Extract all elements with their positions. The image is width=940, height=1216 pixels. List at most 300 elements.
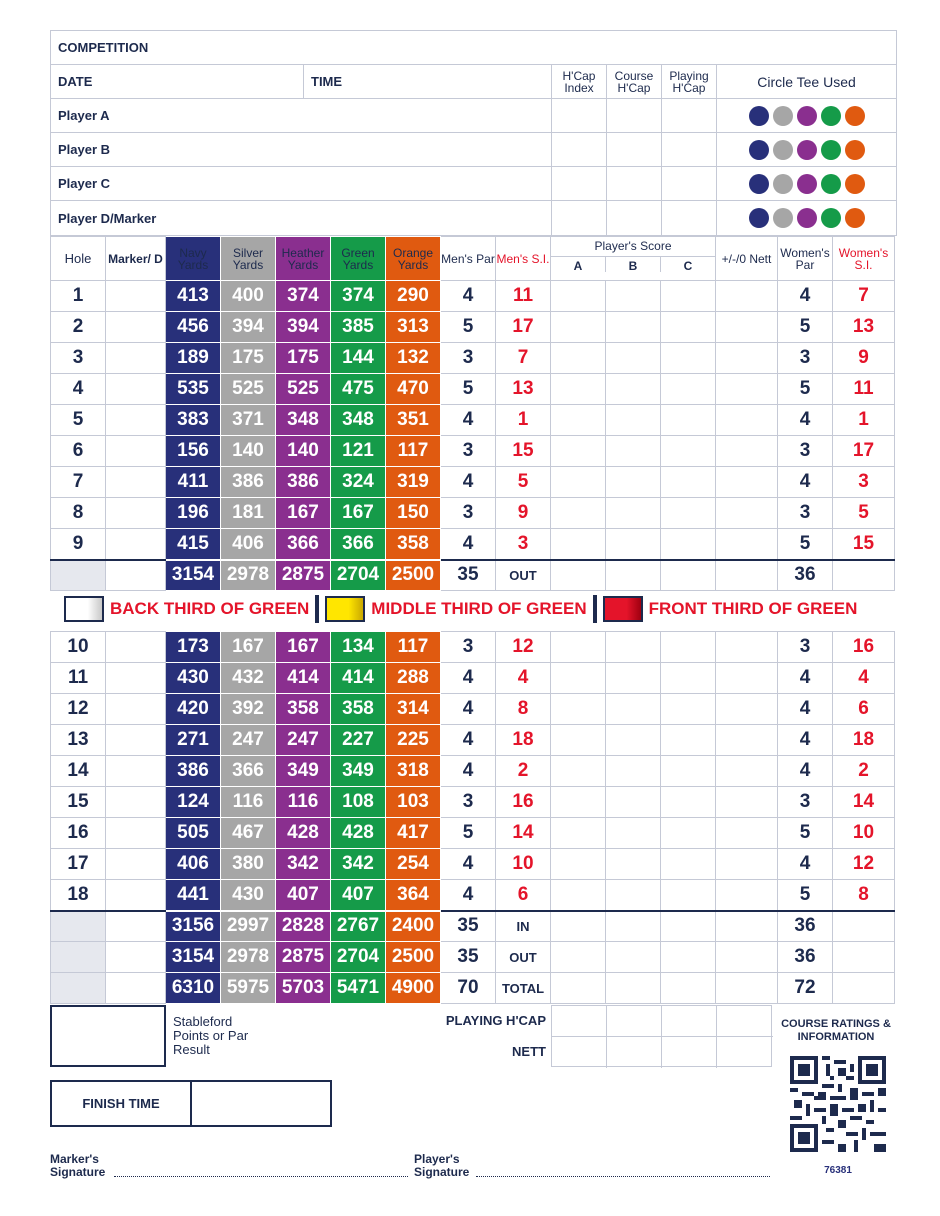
marker-score-cell[interactable] — [106, 725, 166, 756]
score-b-cell[interactable] — [606, 529, 661, 560]
silver-yards: 394 — [221, 312, 276, 343]
tee-selector — [717, 201, 896, 235]
nett-cell[interactable] — [716, 405, 778, 436]
nett-a[interactable] — [552, 1037, 607, 1068]
nett-cell[interactable] — [716, 663, 778, 694]
course-hcap-cell[interactable] — [607, 167, 662, 200]
score-c-cell[interactable] — [661, 467, 716, 498]
silver-total: 5975 — [221, 973, 276, 1004]
green-yards: 428 — [331, 818, 386, 849]
marker-score-cell[interactable] — [106, 281, 166, 312]
score-b-cell[interactable] — [606, 725, 661, 756]
score-b-cell[interactable] — [606, 343, 661, 374]
player-name-field[interactable] — [51, 99, 552, 132]
silver-tee-dot[interactable] — [773, 174, 793, 194]
player-name-field[interactable] — [51, 167, 552, 200]
hole-number: 2 — [51, 312, 106, 343]
navy-tee-dot[interactable] — [749, 106, 769, 126]
par-total: 35 — [441, 942, 496, 973]
mens-si: 1 — [496, 405, 551, 436]
marker-score-cell[interactable] — [106, 818, 166, 849]
marker-score-cell[interactable] — [106, 756, 166, 787]
score-a-total[interactable] — [551, 942, 606, 973]
player-header — [50, 30, 897, 236]
hcap-index-cell[interactable] — [552, 201, 607, 235]
total-label: OUT — [496, 560, 551, 591]
score-c-cell[interactable] — [661, 756, 716, 787]
silver-yards: 380 — [221, 849, 276, 880]
player-name-field[interactable] — [51, 133, 552, 166]
mens-par: 4 — [441, 467, 496, 498]
marker-score-cell[interactable] — [106, 529, 166, 560]
marker-score-cell[interactable] — [106, 632, 166, 663]
score-a-cell[interactable] — [551, 818, 606, 849]
mens-par: 3 — [441, 343, 496, 374]
hole-number: 10 — [51, 632, 106, 663]
score-b-cell[interactable] — [606, 694, 661, 725]
orange-tee-dot[interactable] — [845, 106, 865, 126]
score-c-cell[interactable] — [661, 663, 716, 694]
navy-yards: 420 — [166, 694, 221, 725]
orange-total: 2500 — [386, 560, 441, 591]
legend-divider — [593, 595, 597, 623]
womens-si: 5 — [833, 498, 895, 529]
score-b-cell[interactable] — [606, 281, 661, 312]
green-yards: 167 — [331, 498, 386, 529]
womens-par-total: 36 — [778, 942, 833, 973]
nett-cell[interactable] — [716, 498, 778, 529]
score-c-cell[interactable] — [661, 632, 716, 663]
nett-cell[interactable] — [716, 725, 778, 756]
hole-row — [51, 281, 895, 312]
hole-number: 13 — [51, 725, 106, 756]
mens-si: 4 — [496, 663, 551, 694]
total-blank-cell — [51, 942, 106, 973]
score-b-cell[interactable] — [606, 756, 661, 787]
hcap-index-cell[interactable] — [552, 99, 607, 132]
navy-yards: 196 — [166, 498, 221, 529]
orange-yards: 288 — [386, 663, 441, 694]
marker-score-cell[interactable] — [106, 312, 166, 343]
womens-si-blank — [833, 973, 895, 1004]
score-a-cell[interactable] — [551, 787, 606, 818]
orange-tee-dot[interactable] — [845, 140, 865, 160]
score-a-cell[interactable] — [551, 663, 606, 694]
silver-tee-dot[interactable] — [773, 106, 793, 126]
score-a-cell[interactable] — [551, 694, 606, 725]
mens-si: 6 — [496, 880, 551, 911]
score-c-cell[interactable] — [661, 498, 716, 529]
marker-total-cell[interactable] — [106, 911, 166, 942]
womens-si-blank — [833, 942, 895, 973]
hole-row — [51, 312, 895, 343]
score-c-cell[interactable] — [661, 312, 716, 343]
marker-score-cell[interactable] — [106, 374, 166, 405]
score-c-cell[interactable] — [661, 880, 716, 911]
nett-cell[interactable] — [716, 756, 778, 787]
score-a-cell[interactable] — [551, 467, 606, 498]
mens-par: 5 — [441, 374, 496, 405]
orange-yards: 150 — [386, 498, 441, 529]
womens-si-blank — [833, 911, 895, 942]
player-label: Player C — [58, 176, 111, 191]
navy-yards: 456 — [166, 312, 221, 343]
navy-yards: 535 — [166, 374, 221, 405]
mens-par: 4 — [441, 663, 496, 694]
marker-total-cell[interactable] — [106, 942, 166, 973]
silver-yards: 386 — [221, 467, 276, 498]
navy-total: 6310 — [166, 973, 221, 1004]
score-b-cell[interactable] — [606, 405, 661, 436]
hole-row — [51, 498, 895, 529]
mens-si: 17 — [496, 312, 551, 343]
womens-si: 1 — [833, 405, 895, 436]
heather-yards: 525 — [276, 374, 331, 405]
score-a-cell[interactable] — [551, 374, 606, 405]
score-c-cell[interactable] — [661, 436, 716, 467]
heather-yards: 116 — [276, 787, 331, 818]
score-a-cell[interactable] — [551, 498, 606, 529]
orange-yards: 290 — [386, 281, 441, 312]
mens-si: 13 — [496, 374, 551, 405]
silver-tee-dot[interactable] — [773, 140, 793, 160]
mens-par: 5 — [441, 818, 496, 849]
womens-si: 15 — [833, 529, 895, 560]
orange-total: 4900 — [386, 973, 441, 1004]
orange-yards: 364 — [386, 880, 441, 911]
green-yards: 144 — [331, 343, 386, 374]
player-row — [51, 99, 896, 133]
heather-yards: 349 — [276, 756, 331, 787]
score-a-cell[interactable] — [551, 312, 606, 343]
silver-tee-dot[interactable] — [773, 208, 793, 228]
navy-total: 3154 — [166, 560, 221, 591]
hcap-index-header: H'Cap Index — [552, 65, 607, 98]
heather-yards: 366 — [276, 529, 331, 560]
navy-yards: 505 — [166, 818, 221, 849]
score-a-cell[interactable] — [551, 405, 606, 436]
marker-total-cell[interactable] — [106, 973, 166, 1004]
womens-si: 10 — [833, 818, 895, 849]
score-a-cell[interactable] — [551, 849, 606, 880]
marker-score-cell[interactable] — [106, 498, 166, 529]
marker-score-cell[interactable] — [106, 343, 166, 374]
score-a-cell[interactable] — [551, 725, 606, 756]
nett-cell[interactable] — [716, 374, 778, 405]
player-row — [51, 167, 896, 201]
playing-hcap-cell[interactable] — [662, 99, 717, 132]
playing-hcap-label: PLAYING H'CAP — [445, 1013, 546, 1028]
course-hcap-cell[interactable] — [607, 99, 662, 132]
score-a-cell[interactable] — [551, 436, 606, 467]
heather-yards: 348 — [276, 405, 331, 436]
score-c-cell[interactable] — [661, 374, 716, 405]
score-c-cell[interactable] — [661, 529, 716, 560]
orange-yards: 254 — [386, 849, 441, 880]
score-b-cell[interactable] — [606, 787, 661, 818]
hole-number: 14 — [51, 756, 106, 787]
marker-score-cell[interactable] — [106, 849, 166, 880]
score-b-cell[interactable] — [606, 498, 661, 529]
hole-number: 4 — [51, 374, 106, 405]
playing-hcap-cell[interactable] — [662, 201, 717, 235]
score-c-cell[interactable] — [661, 818, 716, 849]
score-a-total[interactable] — [551, 973, 606, 1004]
player-sig-line2: Signature — [414, 1165, 470, 1179]
playing-hcap-b[interactable] — [607, 1006, 662, 1037]
middle-green-swatch — [325, 596, 365, 622]
nett-cell[interactable] — [716, 787, 778, 818]
womens-si: 4 — [833, 663, 895, 694]
heather-yards: 428 — [276, 818, 331, 849]
score-a-total[interactable] — [551, 911, 606, 942]
navy-yards: 173 — [166, 632, 221, 663]
green-yards: 385 — [331, 312, 386, 343]
mens-si-header: Men's S.I. — [496, 237, 551, 281]
nett-total-cell[interactable] — [716, 942, 778, 973]
marker-score-cell[interactable] — [106, 467, 166, 498]
green-yards: 227 — [331, 725, 386, 756]
nett-cell[interactable] — [716, 818, 778, 849]
navy-yards-header: Navy Yards — [166, 237, 221, 281]
playing-hcap-c[interactable] — [662, 1006, 717, 1037]
green-yards: 108 — [331, 787, 386, 818]
womens-par: 4 — [778, 725, 833, 756]
hole-number: 18 — [51, 880, 106, 911]
mens-par: 4 — [441, 281, 496, 312]
score-c-cell[interactable] — [661, 694, 716, 725]
nett-cell[interactable] — [716, 436, 778, 467]
playing-hcap-a[interactable] — [552, 1006, 607, 1037]
qr-code-icon[interactable] — [790, 1056, 886, 1152]
score-b-cell[interactable] — [606, 312, 661, 343]
total-blank-cell — [51, 560, 106, 591]
course-hcap-cell[interactable] — [607, 133, 662, 166]
nett-total-cell[interactable] — [716, 911, 778, 942]
marker-header: Marker/ D — [106, 237, 166, 281]
back-nine-table — [50, 631, 895, 1004]
navy-tee-dot[interactable] — [749, 174, 769, 194]
mens-si: 12 — [496, 632, 551, 663]
nett-b[interactable] — [607, 1037, 662, 1068]
card-code: 76381 — [824, 1165, 852, 1176]
playing-hcap-cell[interactable] — [662, 167, 717, 200]
score-c-total[interactable] — [661, 973, 716, 1004]
hole-row — [51, 467, 895, 498]
marker-signature-label — [50, 1153, 105, 1179]
green-tee-dot[interactable] — [821, 208, 841, 228]
stableford-box[interactable] — [50, 1005, 166, 1067]
nett-label: NETT — [512, 1044, 546, 1059]
navy-tee-dot[interactable] — [749, 208, 769, 228]
womens-par-header: Women's Par — [778, 237, 833, 281]
green-tee-dot[interactable] — [821, 140, 841, 160]
playing-hcap-cell[interactable] — [662, 133, 717, 166]
hole-row — [51, 849, 895, 880]
score-b-cell[interactable] — [606, 663, 661, 694]
competition-field[interactable] — [51, 31, 896, 64]
nett-cell[interactable] — [716, 312, 778, 343]
heather-tee-dot[interactable] — [797, 174, 817, 194]
marker-score-cell[interactable] — [106, 663, 166, 694]
score-b-cell[interactable] — [606, 818, 661, 849]
score-b-total[interactable] — [606, 560, 661, 591]
green-yards: 324 — [331, 467, 386, 498]
score-b-total[interactable] — [606, 973, 661, 1004]
nett-cell[interactable] — [716, 467, 778, 498]
marker-score-cell[interactable] — [106, 436, 166, 467]
score-c-cell[interactable] — [661, 725, 716, 756]
marker-score-cell[interactable] — [106, 694, 166, 725]
score-b-cell[interactable] — [606, 436, 661, 467]
time-field[interactable] — [304, 65, 552, 98]
hole-number: 6 — [51, 436, 106, 467]
score-a-total[interactable] — [551, 560, 606, 591]
nett-cell[interactable] — [716, 632, 778, 663]
stableford-label: Stableford Points or Par Result — [173, 1014, 249, 1057]
orange-yards: 358 — [386, 529, 441, 560]
orange-yards: 417 — [386, 818, 441, 849]
players-score-header — [551, 237, 716, 281]
navy-yards: 406 — [166, 849, 221, 880]
hole-number: 11 — [51, 663, 106, 694]
score-a-cell[interactable] — [551, 281, 606, 312]
hcap-index-cell[interactable] — [552, 167, 607, 200]
nett-cell[interactable] — [716, 880, 778, 911]
hole-number: 8 — [51, 498, 106, 529]
score-c-total[interactable] — [661, 942, 716, 973]
womens-par: 3 — [778, 632, 833, 663]
score-a-cell[interactable] — [551, 529, 606, 560]
hole-row — [51, 374, 895, 405]
score-b-cell[interactable] — [606, 632, 661, 663]
heather-tee-dot[interactable] — [797, 140, 817, 160]
score-a-cell[interactable] — [551, 756, 606, 787]
total-label: IN — [496, 911, 551, 942]
heather-tee-dot[interactable] — [797, 106, 817, 126]
score-c-total[interactable] — [661, 911, 716, 942]
orange-yards-header: Orange Yards — [386, 237, 441, 281]
nett-cell[interactable] — [716, 343, 778, 374]
mens-si: 18 — [496, 725, 551, 756]
score-c-cell[interactable] — [661, 849, 716, 880]
navy-yards: 415 — [166, 529, 221, 560]
green-total: 2767 — [331, 911, 386, 942]
score-c-header: C — [660, 257, 715, 272]
score-b-cell[interactable] — [606, 374, 661, 405]
orange-total: 2400 — [386, 911, 441, 942]
score-b-cell[interactable] — [606, 880, 661, 911]
green-tee-dot[interactable] — [821, 174, 841, 194]
silver-yards: 406 — [221, 529, 276, 560]
date-field[interactable] — [51, 65, 304, 98]
navy-yards: 156 — [166, 436, 221, 467]
score-a-cell[interactable] — [551, 343, 606, 374]
womens-si: 18 — [833, 725, 895, 756]
score-c-cell[interactable] — [661, 343, 716, 374]
mens-par: 4 — [441, 725, 496, 756]
marker-signature-field[interactable] — [114, 1176, 408, 1177]
finish-time-field[interactable] — [192, 1082, 330, 1125]
score-a-cell[interactable] — [551, 880, 606, 911]
course-hcap-cell[interactable] — [607, 201, 662, 235]
nett-cell[interactable] — [716, 849, 778, 880]
silver-total: 2978 — [221, 560, 276, 591]
hole-number: 3 — [51, 343, 106, 374]
nett-total[interactable] — [717, 1037, 773, 1068]
womens-par: 4 — [778, 849, 833, 880]
player-label: Player D/Marker — [58, 210, 157, 226]
hcap-index-cell[interactable] — [552, 133, 607, 166]
navy-yards: 413 — [166, 281, 221, 312]
player-name-field[interactable] — [51, 201, 552, 235]
nett-total-cell[interactable] — [716, 560, 778, 591]
silver-yards: 366 — [221, 756, 276, 787]
heather-yards: 247 — [276, 725, 331, 756]
score-c-total[interactable] — [661, 560, 716, 591]
marker-score-cell[interactable] — [106, 405, 166, 436]
date-label: DATE — [58, 74, 93, 89]
marker-total-cell[interactable] — [106, 560, 166, 591]
score-b-total[interactable] — [606, 911, 661, 942]
green-tee-dot[interactable] — [821, 106, 841, 126]
nett-cell[interactable] — [716, 529, 778, 560]
playing-hcap-nett[interactable] — [717, 1006, 773, 1037]
score-c-cell[interactable] — [661, 787, 716, 818]
hole-row — [51, 787, 895, 818]
score-c-cell[interactable] — [661, 281, 716, 312]
front-green-swatch — [603, 596, 643, 622]
navy-tee-dot[interactable] — [749, 140, 769, 160]
silver-yards-header: Silver Yards — [221, 237, 276, 281]
silver-yards: 392 — [221, 694, 276, 725]
score-b-total[interactable] — [606, 942, 661, 973]
score-b-cell[interactable] — [606, 849, 661, 880]
score-a-cell[interactable] — [551, 632, 606, 663]
finish-time-label: FINISH TIME — [52, 1082, 192, 1125]
legend-divider — [315, 595, 319, 623]
silver-yards: 400 — [221, 281, 276, 312]
womens-par-total: 36 — [778, 560, 833, 591]
nett-total-cell[interactable] — [716, 973, 778, 1004]
score-b-header: B — [605, 257, 660, 272]
player-row — [51, 201, 896, 235]
womens-par: 5 — [778, 312, 833, 343]
tee-selector — [717, 167, 896, 200]
mens-par: 3 — [441, 498, 496, 529]
womens-par: 4 — [778, 467, 833, 498]
silver-total: 2978 — [221, 942, 276, 973]
nett-c[interactable] — [662, 1037, 717, 1068]
navy-total: 3154 — [166, 942, 221, 973]
heather-tee-dot[interactable] — [797, 208, 817, 228]
orange-tee-dot[interactable] — [845, 174, 865, 194]
player-signature-field[interactable] — [476, 1176, 770, 1177]
players-score-label: Player's Score — [594, 239, 672, 253]
score-c-cell[interactable] — [661, 405, 716, 436]
womens-par: 5 — [778, 880, 833, 911]
green-total: 5471 — [331, 973, 386, 1004]
silver-yards: 116 — [221, 787, 276, 818]
nett-cell[interactable] — [716, 281, 778, 312]
marker-score-cell[interactable] — [106, 787, 166, 818]
marker-score-cell[interactable] — [106, 880, 166, 911]
score-b-cell[interactable] — [606, 467, 661, 498]
mens-si: 8 — [496, 694, 551, 725]
womens-par: 4 — [778, 756, 833, 787]
nett-cell[interactable] — [716, 694, 778, 725]
orange-tee-dot[interactable] — [845, 208, 865, 228]
